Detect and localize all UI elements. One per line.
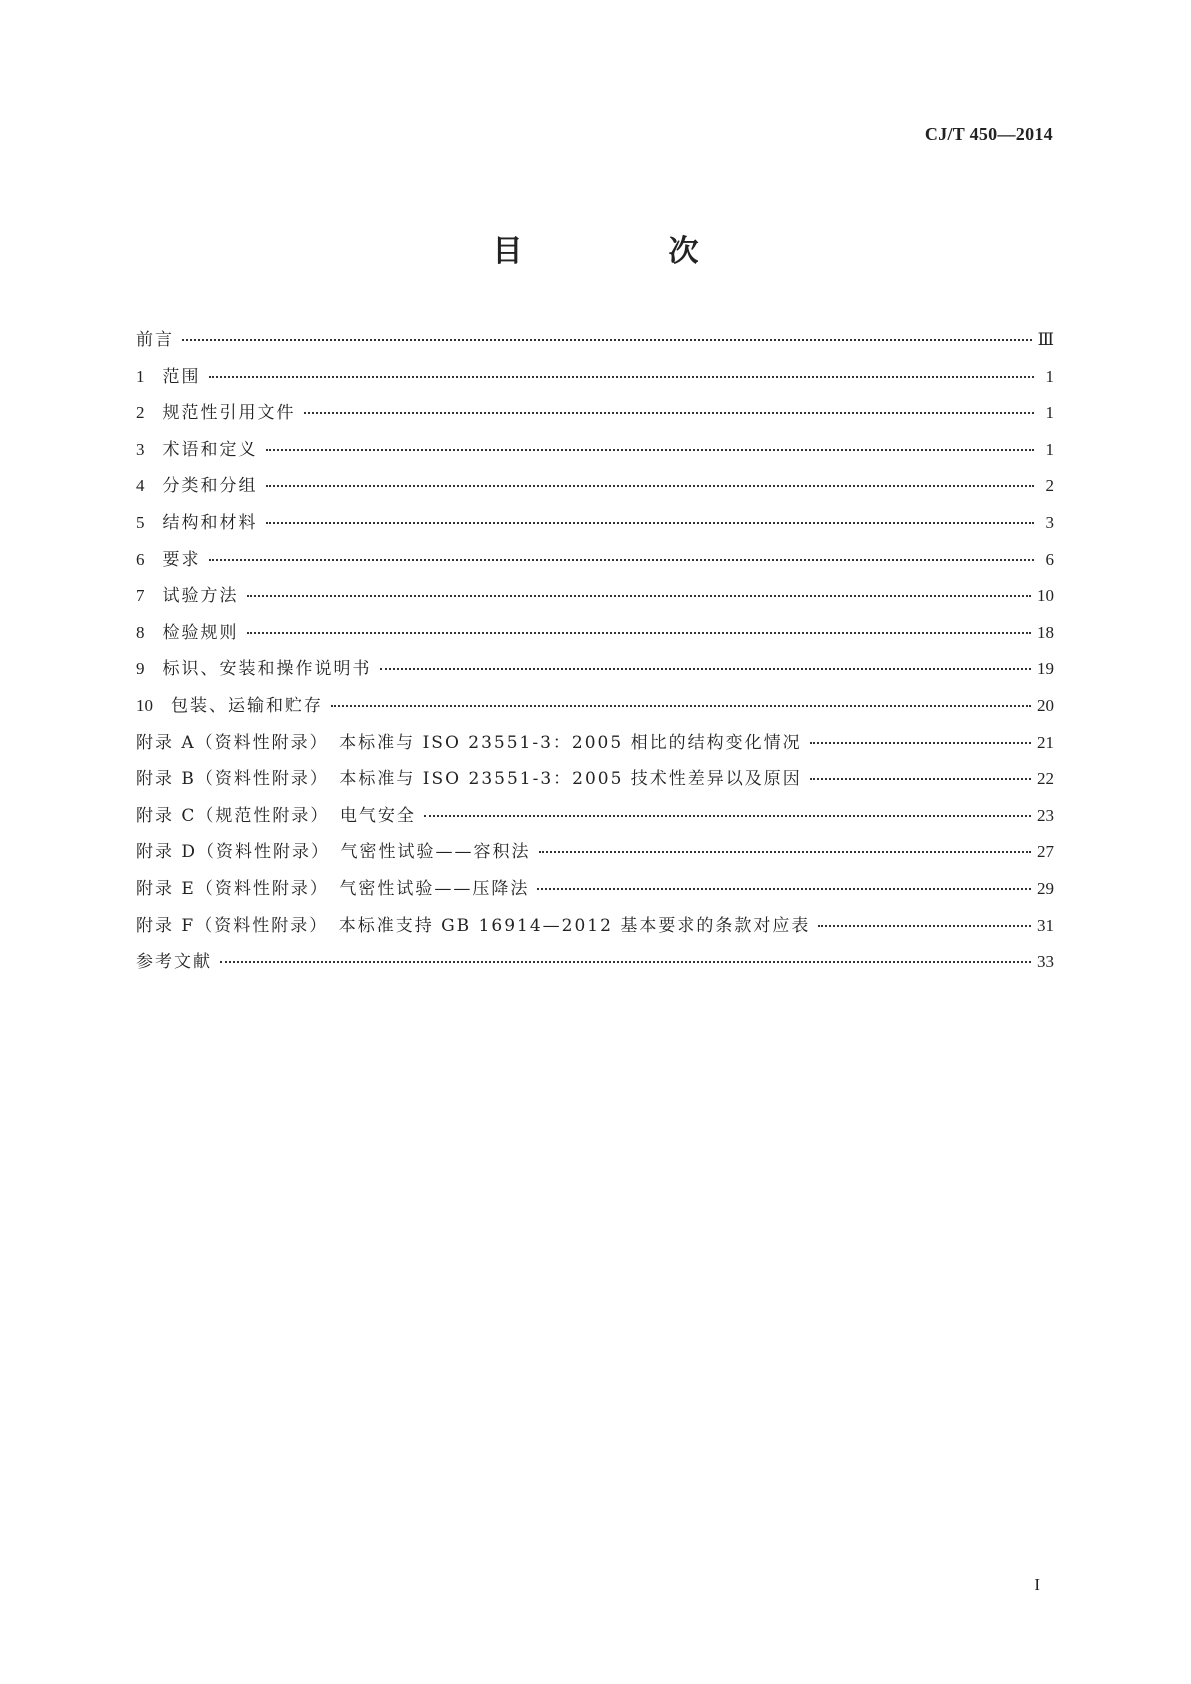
dot-leader bbox=[209, 558, 1035, 561]
dot-leader bbox=[380, 667, 1032, 670]
toc-entry-number: 2 bbox=[136, 403, 145, 423]
dot-leader bbox=[182, 338, 1032, 341]
dot-leader bbox=[537, 887, 1031, 890]
toc-entry-6[interactable] bbox=[136, 545, 1054, 582]
dot-leader bbox=[810, 777, 1031, 780]
toc-entry-page: 27 bbox=[1037, 842, 1054, 862]
toc-entry-number: 6 bbox=[136, 549, 145, 569]
toc-entry-page: 21 bbox=[1037, 732, 1054, 752]
toc-entry-page: 20 bbox=[1037, 695, 1054, 715]
toc-entry-page: 1 bbox=[1045, 366, 1054, 386]
dot-leader bbox=[220, 960, 1031, 963]
toc-entry-label: 结构和材料 bbox=[162, 512, 258, 533]
toc-entry-page: 10 bbox=[1037, 586, 1054, 606]
toc-entry-appendix-c[interactable] bbox=[136, 801, 1054, 838]
toc-entry-number: 1 bbox=[136, 366, 145, 386]
toc-entry-references[interactable] bbox=[136, 947, 1054, 984]
toc-entry-number: 9 bbox=[136, 659, 145, 679]
toc-entry-page: 29 bbox=[1037, 878, 1054, 898]
dot-leader bbox=[266, 448, 1035, 451]
toc-entry-label: 附录 C（规范性附录） 电气安全 bbox=[136, 805, 416, 826]
dot-leader bbox=[331, 704, 1031, 707]
dot-leader bbox=[247, 631, 1032, 634]
toc-entry-appendix-a[interactable] bbox=[136, 728, 1054, 765]
dot-leader bbox=[247, 594, 1032, 597]
toc-entry-8[interactable] bbox=[136, 618, 1054, 655]
toc-entry-number: 5 bbox=[136, 512, 145, 532]
page-title: 目 次 bbox=[492, 234, 757, 269]
toc-entry-page: Ⅲ bbox=[1037, 330, 1054, 349]
toc-entry-label: 附录 A（资料性附录） 本标准与 ISO 23551-3：2005 相比的结构变化情况 bbox=[136, 732, 802, 753]
dot-leader bbox=[209, 375, 1035, 378]
toc-entry-number: 7 bbox=[136, 586, 145, 606]
toc-entry-label: 附录 B（资料性附录） 本标准与 ISO 23551-3：2005 技术性差异以及原因 bbox=[136, 769, 802, 790]
toc-entry-number: 10 bbox=[136, 695, 153, 715]
toc-entry-10[interactable] bbox=[136, 691, 1054, 728]
toc-entry-2[interactable] bbox=[136, 398, 1054, 435]
toc-entry-page: 1 bbox=[1045, 403, 1054, 423]
toc-entry-label: 参考文献 bbox=[136, 952, 212, 973]
toc-entry-4[interactable] bbox=[136, 471, 1054, 508]
toc-entry-page: 6 bbox=[1045, 549, 1054, 569]
toc-entry-label: 试验方法 bbox=[162, 586, 239, 607]
toc-entry-page: 3 bbox=[1045, 512, 1054, 532]
toc-entry-label: 要求 bbox=[162, 549, 201, 570]
dot-leader bbox=[266, 521, 1035, 524]
toc-entry-label: 标识、安装和操作说明书 bbox=[162, 659, 372, 680]
table-of-contents bbox=[136, 325, 1054, 984]
toc-entry-appendix-b[interactable] bbox=[136, 764, 1054, 801]
toc-entry-page: 31 bbox=[1037, 915, 1054, 935]
toc-entry-label: 范围 bbox=[162, 366, 201, 387]
toc-entry-page: 23 bbox=[1037, 805, 1054, 825]
standard-code: CJ/T 450—2014 bbox=[924, 124, 1053, 144]
toc-entry-page: 22 bbox=[1037, 769, 1054, 789]
dot-leader bbox=[304, 411, 1035, 414]
toc-entry-label: 规范性引用文件 bbox=[162, 403, 296, 424]
toc-entry-page: 2 bbox=[1045, 476, 1054, 496]
dot-leader bbox=[818, 924, 1031, 927]
toc-entry-page: 18 bbox=[1037, 622, 1054, 642]
toc-entry-label: 检验规则 bbox=[162, 622, 239, 643]
toc-entry-page: 19 bbox=[1037, 659, 1054, 679]
toc-entry-9[interactable] bbox=[136, 654, 1054, 691]
dot-leader bbox=[266, 484, 1035, 487]
toc-entry-label: 附录 E（资料性附录） 气密性试验——压降法 bbox=[136, 878, 530, 899]
toc-entry-number: 4 bbox=[136, 476, 145, 496]
toc-entry-page: 1 bbox=[1045, 439, 1054, 459]
toc-entry-label: 附录 F（资料性附录） 本标准支持 GB 16914—2012 基本要求的条款对应表 bbox=[136, 915, 811, 936]
page-number: I bbox=[1034, 1575, 1040, 1594]
dot-leader bbox=[810, 741, 1031, 744]
toc-entry-label: 附录 D（资料性附录） 气密性试验——容积法 bbox=[136, 842, 531, 863]
toc-entry-label: 包装、运输和贮存 bbox=[171, 695, 323, 716]
toc-entry-1[interactable] bbox=[136, 362, 1054, 399]
toc-entry-appendix-f[interactable] bbox=[136, 911, 1054, 948]
toc-entry-page: 33 bbox=[1037, 952, 1054, 972]
toc-entry-5[interactable] bbox=[136, 508, 1054, 545]
dot-leader bbox=[539, 850, 1031, 853]
toc-entry-foreword[interactable] bbox=[136, 325, 1054, 362]
toc-entry-label: 前言 bbox=[136, 330, 174, 350]
toc-entry-3[interactable] bbox=[136, 435, 1054, 472]
toc-entry-label: 术语和定义 bbox=[162, 439, 258, 460]
toc-entry-number: 3 bbox=[136, 439, 145, 459]
toc-entry-appendix-d[interactable] bbox=[136, 837, 1054, 874]
toc-entry-7[interactable] bbox=[136, 581, 1054, 618]
toc-entry-appendix-e[interactable] bbox=[136, 874, 1054, 911]
dot-leader bbox=[424, 814, 1031, 817]
toc-entry-label: 分类和分组 bbox=[162, 476, 258, 497]
toc-entry-number: 8 bbox=[136, 622, 145, 642]
